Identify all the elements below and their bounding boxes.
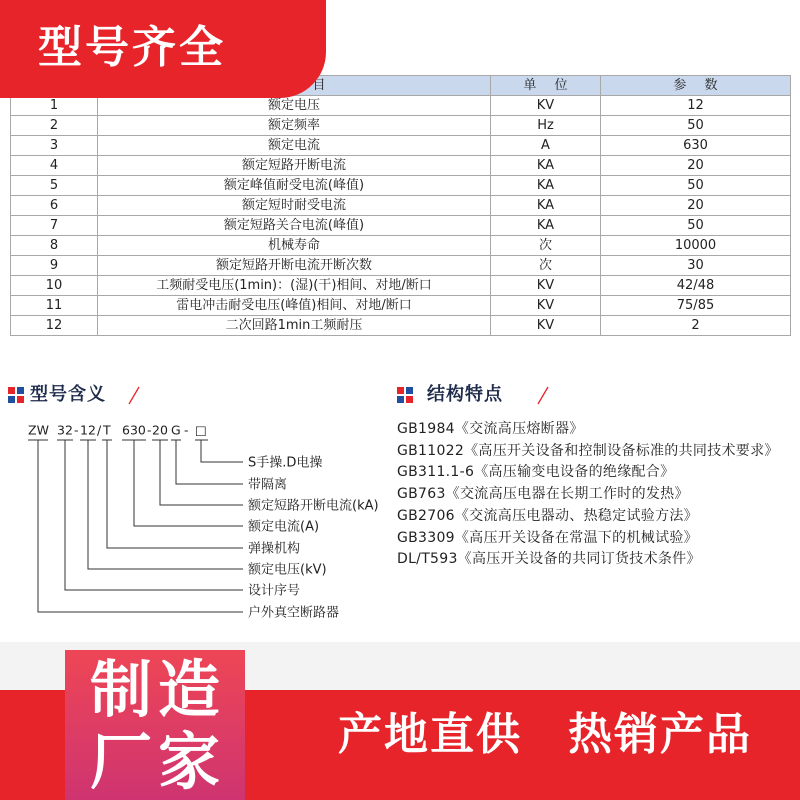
icon-square xyxy=(17,387,24,394)
row-item: 雷电冲击耐受电压(峰值)相间、对地/断口 xyxy=(98,296,491,316)
row-item: 额定峰值耐受电流(峰值) xyxy=(98,176,491,196)
row-number: 12 xyxy=(11,316,98,336)
standard-item: GB1984《交流高压熔断器》 xyxy=(397,421,584,437)
row-number: 2 xyxy=(11,116,98,136)
row-unit: KA xyxy=(491,156,601,176)
spec-row xyxy=(11,176,791,196)
square-grid-icon xyxy=(397,387,413,403)
slogan-direct-supply: 产地直供 xyxy=(338,709,522,760)
slogan-hot-products: 热销产品 xyxy=(568,709,752,760)
header-item-label: 目 xyxy=(312,77,326,93)
code-mechanism: T xyxy=(103,422,111,438)
connector-line xyxy=(201,440,243,462)
row-number: 1 xyxy=(11,96,98,116)
meaning-label-series: 户外真空断路器 xyxy=(248,605,340,621)
code-dash: - xyxy=(74,422,79,438)
row-unit: A xyxy=(491,136,601,156)
row-unit: Hz xyxy=(491,116,601,136)
row-unit: 次 xyxy=(491,256,601,276)
icon-square xyxy=(17,396,24,403)
spec-row xyxy=(11,276,791,296)
row-number: 11 xyxy=(11,296,98,316)
code-operation: □ xyxy=(195,422,207,438)
connector-line xyxy=(107,440,243,548)
spec-row xyxy=(11,296,791,316)
icon-square xyxy=(397,396,404,403)
spec-row xyxy=(11,116,791,136)
meaning-label-operation: S手操.D电操 xyxy=(248,455,323,471)
standards-list xyxy=(397,419,790,571)
row-unit: KA xyxy=(491,196,601,216)
row-item: 额定短路开断电流 xyxy=(98,156,491,176)
row-number: 7 xyxy=(11,216,98,236)
spec-row xyxy=(11,216,791,236)
row-number: 6 xyxy=(11,196,98,216)
row-value: 30 xyxy=(601,256,791,276)
standard-item: GB11022《高压开关设备和控制设备标准的共同技术要求》 xyxy=(397,442,779,459)
row-number: 9 xyxy=(11,256,98,276)
square-grid-icon xyxy=(8,387,24,403)
meaning-label-voltage: 额定电压(kV) xyxy=(248,562,327,578)
badge-line: 厂家 xyxy=(89,725,226,798)
code-isolation: G xyxy=(171,422,181,438)
row-value: 50 xyxy=(601,116,791,136)
icon-square xyxy=(406,396,413,403)
row-item: 额定电压 xyxy=(98,96,491,116)
spec-row xyxy=(11,156,791,176)
row-unit: 次 xyxy=(491,236,601,256)
model-meaning-heading: 型号含义 xyxy=(30,384,106,405)
spec-row xyxy=(11,316,791,336)
row-value: 50 xyxy=(601,216,791,236)
manufacturer-badge xyxy=(65,650,245,800)
row-number: 8 xyxy=(11,236,98,256)
header-unit: 单 位 xyxy=(491,76,601,96)
row-value: 42/48 xyxy=(601,276,791,296)
row-item: 额定短路开断电流开断次数 xyxy=(98,256,491,276)
row-item: 额定短路关合电流(峰值) xyxy=(98,216,491,236)
header-value: 参 数 xyxy=(601,76,791,96)
slash-decoration xyxy=(535,384,551,406)
row-unit: KV xyxy=(491,296,601,316)
row-number: 3 xyxy=(11,136,98,156)
top-banner xyxy=(0,0,326,98)
slash-decoration xyxy=(126,384,142,406)
code-breaking-current: 20 xyxy=(152,422,168,438)
banner-title: 型号齐全 xyxy=(38,22,226,73)
row-unit: KV xyxy=(491,316,601,336)
row-unit: KA xyxy=(491,176,601,196)
row-value: 2 xyxy=(601,316,791,336)
row-value: 20 xyxy=(601,156,791,176)
standard-item: GB763《交流高压电器在长期工作时的发热》 xyxy=(397,486,689,503)
standard-item: GB2706《交流高压电器动、热稳定试验方法》 xyxy=(397,507,698,524)
standard-item: GB311.1-6《高压输变电设备的绝缘配合》 xyxy=(397,464,675,481)
row-number: 4 xyxy=(11,156,98,176)
code-slash: / xyxy=(97,422,102,438)
standard-item: DL/T593《高压开关设备的共同订货技术条件》 xyxy=(397,551,701,568)
spec-row xyxy=(11,236,791,256)
meaning-label-breaking-current: 额定短路开断电流(kA) xyxy=(248,498,379,514)
icon-square xyxy=(406,387,413,394)
row-value: 50 xyxy=(601,176,791,196)
spec-row xyxy=(11,136,791,156)
row-unit: KV xyxy=(491,96,601,116)
row-item: 额定电流 xyxy=(98,136,491,156)
badge-line: 制造 xyxy=(89,653,226,726)
icon-square xyxy=(8,396,15,403)
row-value: 12 xyxy=(601,96,791,116)
row-item: 额定频率 xyxy=(98,116,491,136)
icon-square xyxy=(8,387,15,394)
row-item: 二次回路1min工频耐压 xyxy=(98,316,491,336)
row-number: 5 xyxy=(11,176,98,196)
row-unit: KV xyxy=(491,276,601,296)
code-design-no: 32 xyxy=(57,422,73,438)
row-value: 10000 xyxy=(601,236,791,256)
code-rated-current: 630 xyxy=(122,422,146,438)
row-value: 20 xyxy=(601,196,791,216)
code-voltage: 12 xyxy=(80,422,96,438)
meaning-label-isolation: 带隔离 xyxy=(248,477,288,493)
connector-line xyxy=(134,440,243,526)
spec-row xyxy=(11,196,791,216)
meaning-label-rated-current: 额定电流(A) xyxy=(248,519,320,535)
model-code-diagram xyxy=(0,415,390,630)
spec-row xyxy=(11,256,791,276)
structure-heading: 结构特点 xyxy=(427,384,503,405)
row-number: 10 xyxy=(11,276,98,296)
code-dash: - xyxy=(184,422,189,438)
meaning-label-mechanism: 弹操机构 xyxy=(248,541,301,557)
row-unit: KA xyxy=(491,216,601,236)
spec-table xyxy=(10,75,791,336)
row-value: 75/85 xyxy=(601,296,791,316)
code-dash: - xyxy=(147,422,152,438)
row-item: 额定短时耐受电流 xyxy=(98,196,491,216)
meaning-label-design-no: 设计序号 xyxy=(248,583,301,599)
icon-square xyxy=(397,387,404,394)
standard-item: GB3309《高压开关设备在常温下的机械试验》 xyxy=(397,529,698,546)
row-item: 机械寿命 xyxy=(98,236,491,256)
spec-row xyxy=(11,96,791,116)
row-item: 工频耐受电压(1min)：(湿)(干)相间、对地/断口 xyxy=(98,276,491,296)
row-value: 630 xyxy=(601,136,791,156)
code-series: ZW xyxy=(28,422,49,438)
